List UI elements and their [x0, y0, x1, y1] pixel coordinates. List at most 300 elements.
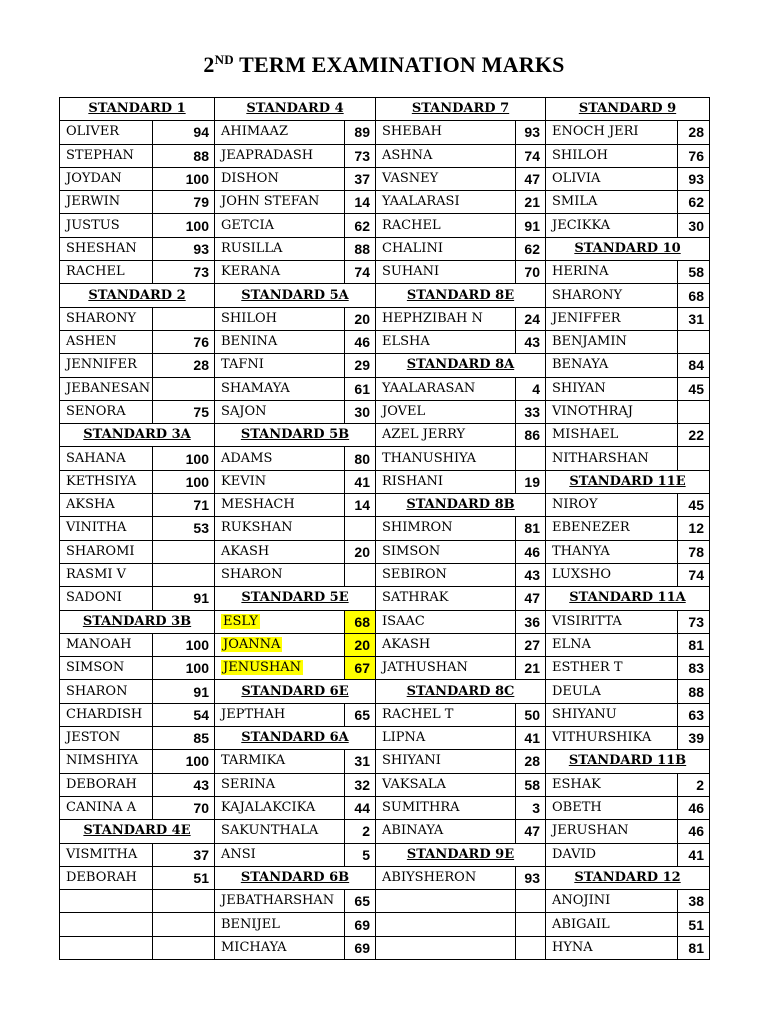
student-name: AKSHA — [60, 494, 153, 517]
student-name: SHARONY — [546, 284, 678, 307]
student-mark: 86 — [516, 424, 546, 447]
student-mark: 68 — [345, 610, 376, 633]
standard-header: STANDARD 3B — [60, 610, 215, 633]
student-name — [215, 657, 345, 680]
student-mark: 62 — [516, 237, 546, 260]
student-mark: 74 — [516, 144, 546, 167]
student-name: HERINA — [546, 261, 678, 284]
student-name: VASNEY — [376, 167, 516, 190]
student-mark: 73 — [153, 261, 215, 284]
table-row — [60, 400, 710, 423]
marks-table — [59, 97, 710, 960]
student-mark: 74 — [678, 563, 710, 586]
student-name: SHILOH — [215, 307, 345, 330]
student-mark: 62 — [345, 214, 376, 237]
student-mark: 100 — [153, 633, 215, 656]
student-mark — [516, 913, 546, 936]
student-name: VISMITHA — [60, 843, 153, 866]
table-row — [60, 144, 710, 167]
student-name — [60, 913, 153, 936]
student-name: CANINA A — [60, 796, 153, 819]
standard-header: STANDARD 10 — [546, 237, 710, 260]
student-mark — [516, 890, 546, 913]
student-name: AKASH — [215, 540, 345, 563]
student-name: RUKSHAN — [215, 517, 345, 540]
student-name: ANSI — [215, 843, 345, 866]
standard-header: STANDARD 5A — [215, 284, 376, 307]
student-mark: 85 — [153, 727, 215, 750]
student-mark: 28 — [153, 354, 215, 377]
table-row — [60, 843, 710, 866]
student-name: JATHUSHAN — [376, 657, 516, 680]
highlighted-student-name: JENUSHAN — [223, 660, 302, 676]
student-mark: 67 — [345, 657, 376, 680]
student-mark: 43 — [516, 563, 546, 586]
student-name: DAVID — [546, 843, 678, 866]
title-superscript: ND — [214, 52, 234, 67]
student-name: AZEL JERRY — [376, 424, 516, 447]
title-text: TERM EXAMINATION MARKS — [239, 52, 565, 77]
student-name: JENNIFER — [60, 354, 153, 377]
student-mark: 84 — [678, 354, 710, 377]
student-name: SENORA — [60, 400, 153, 423]
table-row — [60, 750, 710, 773]
student-name: KEVIN — [215, 470, 345, 493]
student-mark: 78 — [678, 540, 710, 563]
student-name: VISIRITTA — [546, 610, 678, 633]
student-mark: 3 — [516, 796, 546, 819]
student-mark — [153, 890, 215, 913]
student-mark: 70 — [516, 261, 546, 284]
student-mark: 73 — [678, 610, 710, 633]
student-mark: 30 — [678, 214, 710, 237]
student-name: BENAYA — [546, 354, 678, 377]
student-name: SATHRAK — [376, 587, 516, 610]
student-name: OBETH — [546, 796, 678, 819]
student-mark: 94 — [153, 121, 215, 144]
student-name: NIMSHIYA — [60, 750, 153, 773]
student-name: AKASH — [376, 633, 516, 656]
student-mark: 20 — [345, 540, 376, 563]
student-mark: 100 — [153, 657, 215, 680]
student-name — [215, 633, 345, 656]
table-row — [60, 98, 710, 121]
student-mark — [153, 540, 215, 563]
student-name: ESHAK — [546, 773, 678, 796]
student-mark — [153, 377, 215, 400]
student-mark: 61 — [345, 377, 376, 400]
standard-header: STANDARD 11B — [546, 750, 710, 773]
standard-header: STANDARD 9 — [546, 98, 710, 121]
student-name: JESTON — [60, 727, 153, 750]
student-name: CHALINI — [376, 237, 516, 260]
student-mark: 89 — [345, 121, 376, 144]
student-name: JEBANESAN — [60, 377, 153, 400]
table-row — [60, 191, 710, 214]
table-row — [60, 820, 710, 843]
student-mark: 51 — [678, 913, 710, 936]
student-name: KETHSIYA — [60, 470, 153, 493]
table-row — [60, 261, 710, 284]
student-name: JENIFFER — [546, 307, 678, 330]
student-mark: 31 — [678, 307, 710, 330]
student-name: JOYDAN — [60, 167, 153, 190]
student-mark: 100 — [153, 750, 215, 773]
student-name: SAJON — [215, 400, 345, 423]
student-mark: 68 — [678, 284, 710, 307]
student-name: ANOJINI — [546, 890, 678, 913]
student-name: MESHACH — [215, 494, 345, 517]
student-name: EBENEZER — [546, 517, 678, 540]
title-prefix: 2 — [203, 52, 215, 77]
student-name: HYNA — [546, 936, 678, 959]
student-mark: 83 — [678, 657, 710, 680]
student-name: VAKSALA — [376, 773, 516, 796]
student-mark: 41 — [516, 727, 546, 750]
student-name: JEAPRADASH — [215, 144, 345, 167]
student-name: SMILA — [546, 191, 678, 214]
student-mark: 47 — [516, 167, 546, 190]
table-row — [60, 913, 710, 936]
table-row — [60, 121, 710, 144]
student-mark: 91 — [516, 214, 546, 237]
student-name: DISHON — [215, 167, 345, 190]
student-name: SUMITHRA — [376, 796, 516, 819]
student-mark: 58 — [678, 261, 710, 284]
standard-header: STANDARD 8B — [376, 494, 546, 517]
student-mark: 27 — [516, 633, 546, 656]
student-name: SHESHAN — [60, 237, 153, 260]
student-mark: 14 — [345, 494, 376, 517]
student-name — [376, 913, 516, 936]
student-mark: 21 — [516, 657, 546, 680]
student-name: RACHEL — [376, 214, 516, 237]
student-mark: 20 — [345, 633, 376, 656]
student-mark: 75 — [153, 400, 215, 423]
student-mark: 46 — [345, 330, 376, 353]
student-name: TARMIKA — [215, 750, 345, 773]
standard-header: STANDARD 8C — [376, 680, 546, 703]
student-name: BENJAMIN — [546, 330, 678, 353]
standard-header: STANDARD 9E — [376, 843, 546, 866]
table-row — [60, 424, 710, 447]
table-row — [60, 633, 710, 656]
student-mark: 5 — [345, 843, 376, 866]
student-name: SHARON — [215, 563, 345, 586]
standard-header: STANDARD 6A — [215, 727, 376, 750]
student-name — [376, 936, 516, 959]
table-row — [60, 377, 710, 400]
student-mark: 76 — [153, 330, 215, 353]
student-name: SIMSON — [376, 540, 516, 563]
table-row — [60, 727, 710, 750]
table-row — [60, 936, 710, 959]
student-mark — [516, 447, 546, 470]
student-name: AHIMAAZ — [215, 121, 345, 144]
student-name: DEULA — [546, 680, 678, 703]
student-mark: 62 — [678, 191, 710, 214]
student-mark — [153, 913, 215, 936]
student-mark — [678, 330, 710, 353]
student-name: THANYA — [546, 540, 678, 563]
student-mark — [153, 307, 215, 330]
student-name — [376, 890, 516, 913]
standard-header: STANDARD 2 — [60, 284, 215, 307]
student-mark: 32 — [345, 773, 376, 796]
student-name: BENIJEL — [215, 913, 345, 936]
student-name: JOVEL — [376, 400, 516, 423]
student-mark: 4 — [516, 377, 546, 400]
student-mark: 100 — [153, 470, 215, 493]
student-mark: 44 — [345, 796, 376, 819]
table-row — [60, 680, 710, 703]
student-mark: 31 — [345, 750, 376, 773]
student-mark: 29 — [345, 354, 376, 377]
student-name: ELSHA — [376, 330, 516, 353]
student-name: JOHN STEFAN — [215, 191, 345, 214]
student-name: SAKUNTHALA — [215, 820, 345, 843]
student-mark — [678, 447, 710, 470]
page-title — [0, 52, 768, 78]
student-mark: 50 — [516, 703, 546, 726]
student-name: SHARON — [60, 680, 153, 703]
student-mark: 69 — [345, 936, 376, 959]
student-mark: 45 — [678, 377, 710, 400]
student-mark: 41 — [678, 843, 710, 866]
student-name: SAHANA — [60, 447, 153, 470]
student-name: YAALARASAN — [376, 377, 516, 400]
student-name: SHAROMI — [60, 540, 153, 563]
table-row — [60, 610, 710, 633]
student-mark: 38 — [678, 890, 710, 913]
student-name: RISHANI — [376, 470, 516, 493]
student-mark: 100 — [153, 214, 215, 237]
student-mark: 100 — [153, 447, 215, 470]
student-mark: 53 — [153, 517, 215, 540]
student-mark: 81 — [516, 517, 546, 540]
student-mark: 51 — [153, 866, 215, 889]
student-name: SEBIRON — [376, 563, 516, 586]
student-mark: 73 — [345, 144, 376, 167]
student-name: MANOAH — [60, 633, 153, 656]
student-mark: 54 — [153, 703, 215, 726]
student-name: HEPHZIBAH N — [376, 307, 516, 330]
student-mark: 76 — [678, 144, 710, 167]
standard-header: STANDARD 11E — [546, 470, 710, 493]
student-mark: 2 — [345, 820, 376, 843]
standard-header: STANDARD 1 — [60, 98, 215, 121]
student-mark: 88 — [153, 144, 215, 167]
student-name: JEPTHAH — [215, 703, 345, 726]
student-name: SHEBAH — [376, 121, 516, 144]
student-mark: 93 — [153, 237, 215, 260]
table-row — [60, 563, 710, 586]
table-row — [60, 866, 710, 889]
standard-header: STANDARD 8E — [376, 284, 546, 307]
student-mark: 93 — [516, 866, 546, 889]
student-mark: 91 — [153, 680, 215, 703]
student-name: SHIYANI — [376, 750, 516, 773]
student-name: BENINA — [215, 330, 345, 353]
standard-header: STANDARD 3A — [60, 424, 215, 447]
student-mark: 93 — [678, 167, 710, 190]
student-name: NITHARSHAN — [546, 447, 678, 470]
student-mark: 79 — [153, 191, 215, 214]
student-mark: 14 — [345, 191, 376, 214]
table-row — [60, 703, 710, 726]
student-mark: 20 — [345, 307, 376, 330]
student-mark: 47 — [516, 587, 546, 610]
student-mark — [345, 563, 376, 586]
table-row — [60, 307, 710, 330]
student-mark: 70 — [153, 796, 215, 819]
student-name: ABINAYA — [376, 820, 516, 843]
student-mark: 100 — [153, 167, 215, 190]
table-row — [60, 167, 710, 190]
student-name: ASHEN — [60, 330, 153, 353]
student-name — [60, 936, 153, 959]
standard-header: STANDARD 6E — [215, 680, 376, 703]
student-name: SHIYANU — [546, 703, 678, 726]
student-name: JERUSHAN — [546, 820, 678, 843]
student-name: OLIVER — [60, 121, 153, 144]
student-mark: 46 — [678, 820, 710, 843]
student-mark: 88 — [345, 237, 376, 260]
student-name: ELNA — [546, 633, 678, 656]
student-mark: 45 — [678, 494, 710, 517]
highlighted-student-name: JOANNA — [223, 636, 281, 652]
student-mark: 36 — [516, 610, 546, 633]
student-mark: 28 — [678, 121, 710, 144]
student-mark: 37 — [345, 167, 376, 190]
student-mark: 74 — [345, 261, 376, 284]
student-name: OLIVIA — [546, 167, 678, 190]
student-name: SERINA — [215, 773, 345, 796]
student-mark: 21 — [516, 191, 546, 214]
student-name: SHARONY — [60, 307, 153, 330]
student-name: RASMI V — [60, 563, 153, 586]
table-row — [60, 494, 710, 517]
student-name: SHILOH — [546, 144, 678, 167]
standard-header: STANDARD 5B — [215, 424, 376, 447]
student-mark: 71 — [153, 494, 215, 517]
student-mark — [678, 400, 710, 423]
student-mark: 43 — [516, 330, 546, 353]
table-row — [60, 587, 710, 610]
student-name: SUHANI — [376, 261, 516, 284]
student-name: KAJALAKCIKA — [215, 796, 345, 819]
student-mark: 80 — [345, 447, 376, 470]
student-mark: 22 — [678, 424, 710, 447]
student-name: SHIYAN — [546, 377, 678, 400]
student-name: NIROY — [546, 494, 678, 517]
student-name: VINITHA — [60, 517, 153, 540]
table-row — [60, 657, 710, 680]
highlighted-student-name: ESLY — [223, 613, 258, 629]
student-name: RUSILLA — [215, 237, 345, 260]
table-row — [60, 237, 710, 260]
student-name: ESTHER T — [546, 657, 678, 680]
student-mark: 63 — [678, 703, 710, 726]
table-row — [60, 447, 710, 470]
student-name: JEBATHARSHAN — [215, 890, 345, 913]
student-name: MISHAEL — [546, 424, 678, 447]
student-name: VINOTHRAJ — [546, 400, 678, 423]
table-row — [60, 773, 710, 796]
student-name: RACHEL T — [376, 703, 516, 726]
student-name: LIPNA — [376, 727, 516, 750]
standard-header: STANDARD 6B — [215, 866, 376, 889]
student-name: TAFNI — [215, 354, 345, 377]
table-row — [60, 890, 710, 913]
table-row — [60, 214, 710, 237]
student-name: JUSTUS — [60, 214, 153, 237]
student-name: SIMSON — [60, 657, 153, 680]
student-name: MICHAYA — [215, 936, 345, 959]
student-mark: 65 — [345, 703, 376, 726]
standard-header: STANDARD 12 — [546, 866, 710, 889]
student-mark: 65 — [345, 890, 376, 913]
student-mark: 69 — [345, 913, 376, 936]
student-name: SADONI — [60, 587, 153, 610]
table-row — [60, 540, 710, 563]
student-mark: 47 — [516, 820, 546, 843]
student-name: DEBORAH — [60, 773, 153, 796]
student-name: ISAAC — [376, 610, 516, 633]
student-mark: 30 — [345, 400, 376, 423]
student-mark: 46 — [678, 796, 710, 819]
student-mark — [345, 517, 376, 540]
student-mark: 46 — [516, 540, 546, 563]
student-name: JERWIN — [60, 191, 153, 214]
student-name: YAALARASI — [376, 191, 516, 214]
student-name: ABIYSHERON — [376, 866, 516, 889]
student-mark: 37 — [153, 843, 215, 866]
student-name: LUXSHO — [546, 563, 678, 586]
student-name: STEPHAN — [60, 144, 153, 167]
student-mark: 33 — [516, 400, 546, 423]
table-row — [60, 330, 710, 353]
student-name: VITHURSHIKA — [546, 727, 678, 750]
student-name: ADAMS — [215, 447, 345, 470]
table-row — [60, 470, 710, 493]
table-row — [60, 284, 710, 307]
student-name: ABIGAIL — [546, 913, 678, 936]
student-mark — [153, 563, 215, 586]
student-mark: 81 — [678, 936, 710, 959]
student-name: SHIMRON — [376, 517, 516, 540]
student-name: CHARDISH — [60, 703, 153, 726]
student-mark: 58 — [516, 773, 546, 796]
student-mark: 88 — [678, 680, 710, 703]
student-name — [215, 610, 345, 633]
table-row — [60, 354, 710, 377]
student-mark: 41 — [345, 470, 376, 493]
student-mark: 24 — [516, 307, 546, 330]
student-name — [60, 890, 153, 913]
student-mark: 93 — [516, 121, 546, 144]
student-name: ENOCH JERI — [546, 121, 678, 144]
student-mark: 39 — [678, 727, 710, 750]
student-mark — [516, 936, 546, 959]
standard-header: STANDARD 5E — [215, 587, 376, 610]
standard-header: STANDARD 11A — [546, 587, 710, 610]
standard-header: STANDARD 4E — [60, 820, 215, 843]
student-mark: 12 — [678, 517, 710, 540]
student-mark: 2 — [678, 773, 710, 796]
table-row — [60, 796, 710, 819]
student-mark — [153, 936, 215, 959]
